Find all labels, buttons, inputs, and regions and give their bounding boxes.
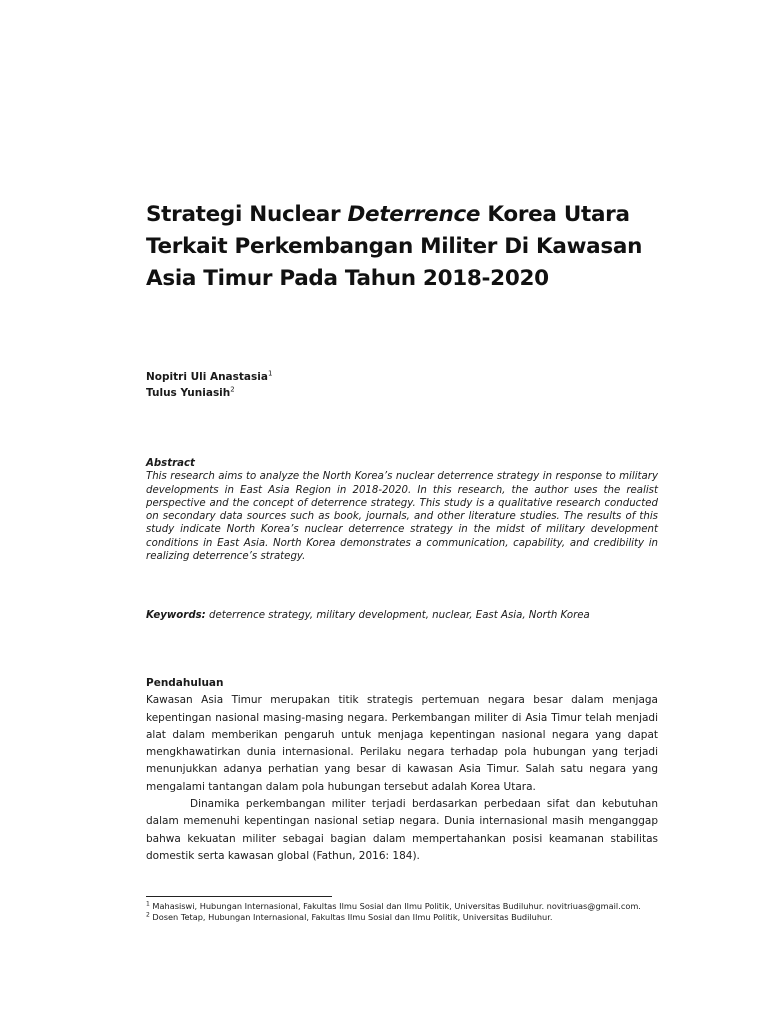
introduction-section [146,675,658,865]
abstract-text: This research aims to analyze the North Korea’s nuclear deterrence strategy in response to military developments in East Asia Region in 2018-2020. In this research, the author uses the realist perspective and the concept of deterrence strategy. This study is a qualitative research conducted on secondary data sources such as book, journals, and other literature studies. The results of this study indicate North Korea’s nuclear deterrence strategy in the midst of military development conditions in East Asia. North Korea demonstrates a communication, capability, and credibility in realizing deterrence’s strategy. [146,471,658,563]
footnote-text: Dosen Tetap, Hubungan Internasional, Fakultas Ilmu Sosial dan Ilmu Politik, Universitas Budiluhur. [149,912,553,923]
author-2 [146,385,658,401]
section-heading: Pendahuluan [146,677,224,689]
author-name: Tulus Yuniasih [146,387,231,399]
footnote-number: 1 [146,900,150,908]
title-italic-term: Deterrence [347,202,481,227]
keywords-line [146,609,658,623]
footnote-divider [146,896,332,897]
author-name: Nopitri Uli Anastasia [146,371,268,383]
author-1 [146,369,658,385]
body-paragraph: Dinamika perkembangan militer terjadi berdasarkan perbedaan sifat dan kebutuhan dalam memenuhi kepentingan nasional setiap negara. Dunia internasional masih menganggap bahwa kekuatan militer sebagai bagian dalam mempertahankan posisi keamanan stabilitas domestik serta kawasan global (Fathun, 2016: 184). [146,798,658,862]
title-part-1: Strategi Nuclear [146,202,348,227]
footnote-number: 2 [146,911,150,919]
title-part-2: Korea Utara Terkait Perkembangan Militer Di Kawasan Asia Timur Pada Tahun 2018-2020 [146,202,643,291]
footnote-1 [146,901,658,912]
footnote-marker: 2 [230,385,235,394]
keywords-text: deterrence strategy, military development, nuclear, East Asia, North Korea [205,610,590,621]
abstract-heading: Abstract [146,458,195,469]
author-list [146,369,658,401]
footnotes [146,901,658,923]
footnote-marker: 1 [267,369,273,378]
body-paragraph: Kawasan Asia Timur merupakan titik strategis pertemuan negara besar dalam menjaga kepentingan nasional masing-masing negara. Perkembangan militer di Asia Timur telah menjadi alat dalam memberikan pengaruh untuk menjaga kepentingan nasional negara yang dapat mengkhawatirkan dunia internasional. Perilaku negara terhadap pola hubungan yang terjadi menunjukkan adanya perhatian yang besar di kawasan Asia Timur. Salah satu negara yang mengalami tantangan dalam pola hubungan tersebut adalah Korea Utara. [146,694,658,793]
keywords-label: Keywords: [146,610,206,621]
article-title [146,199,658,295]
footnote-2 [146,912,658,923]
abstract-section [146,457,658,563]
footnote-text: Mahasiswi, Hubungan Internasional, Fakultas Ilmu Sosial dan Ilmu Politik, Universitas Budiluhur. novitriuas@gmail.com. [149,901,641,911]
